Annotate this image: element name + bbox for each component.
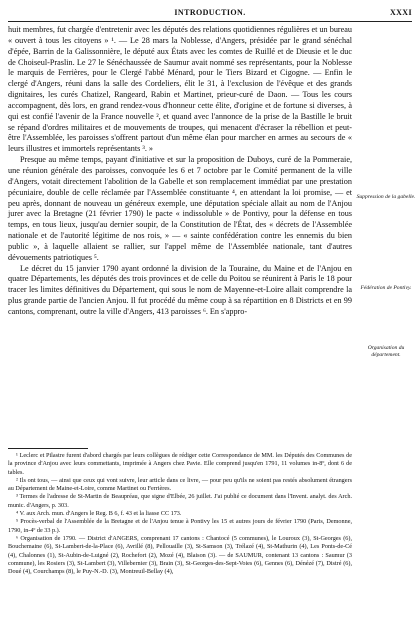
paragraph: huit membres, fut chargée d'entretenir avec les députés des relations quotidiennes régulières et un bureau « ouvert à tous les citoyens » ¹. — Le 28 mars la Noblesse, d'Angers, présidée par le grand sénéchal d'épée, Barrin de la Galissonnière, le député aux États avec les comtes de Ruillé et de Dieusie et le duc de Choiseul-Praslin. Le 27 le Sénéchaussée de Saumur avait nommé ses représentants, pour la Noblesse le marquis de Ferrières, pour le Clergé l'abbé Ménard, pour le Tiers Bizard et Cigogne. — Enfin le clergé d'Angers, réuni dans la salle des Cordeliers, élit le 31, à l'exclusion de l'évêque et des grands dignitaires, les curés Chatizel, Rangeard, Rabin et Martinet, prieur-curé de Daon. — Tous les cours accompagnent, dès lors, en grand rendez-vous d'honneur cette élite, d'origine et de fortune si diverses, à qui est confié l'avenir de la France nouvelle ², et quand avec l'annonce de la prise de la Bastille le bruit se répand d'ordres militaires et de mouvements de troupes, qui menacent d'écraser la rébellion et peut-être l'Assemblée, les paroisses s'offrent partout d'un même élan pour marcher en armes au secours de « leurs illustres et immortels représentants ³. »: [8, 25, 352, 154]
running-title: INTRODUCTION.: [174, 8, 246, 17]
footnote: ³ Termes de l'adresse de St-Martin de Beaupréau, que signe d'Elbée, 26 juillet. J'ai publié ce document dans l'Invent. analyt. des Arch. munic. d'Angers, p. 303.: [8, 493, 352, 509]
footnote: ¹ Leclerc et Pilastre furent d'abord chargés par leurs collègues de rédiger cette Correspondance de MM. les Députés des Communes de la province d'Anjou avec leurs commettants, imprimée à Angers chez Pavie. Elle comprend jusqu'en 1791, 11 volumes in-8º, dont 6 de tables.: [8, 452, 352, 476]
footnote: ² Ils ont tous, — ainsi que ceux qui vont suivre, leur article dans ce livre, — pour peu qu'ils ne soient pas restés absolument étrangers au Département de Maine-et-Loire, comme Martinet ou Ferrières.: [8, 476, 352, 493]
paragraph: Le décret du 15 janvier 1790 ayant ordonné la division de la Touraine, du Maine et de l'Anjou en quatre Départements, les députés des trois provinces et de celle du Poitou se réunirent à Paris le 18 pour tracer les limites définitives du Département, qui sous le nom de Mayenne-et-Loire allait comprendre la plus grande partie de l'ancien Anjou. Il fut procédé du même coup à sa répartition en 8 Districts et en 99 cantons, comprenant, outre la ville d'Angers, 413 paroisses ⁶. En s'appro-: [8, 263, 352, 316]
margin-note-pontivy: Fédération de Pontivy.: [360, 285, 412, 291]
page-number: XXXI: [389, 8, 412, 17]
header-rule: [8, 21, 412, 22]
footnote-rule: [8, 448, 88, 449]
margin-note-departement: Organisation du département.: [367, 345, 405, 358]
footnote: ⁶ Organisation de 1790. — District d'ANGERS, comprenant 17 cantons : Chantocé (5 communes), le Louroux (3), St-Georges (6), Bouchemaine (6), St-Lambert-de-la-Place (6), Avrillé (8), Pellouaille (3), St-Samson (3), Trélazé (4), St-Mathurin (4), Les Ponts-de-Cé (4), Chalonnes (1), St-Aubin-de-Luigné (2), Rochefort (2), Mozé (4), Blaison (3). — de SAUMUR, contenant 13 cantons : Saumur (3 commune), les Rosiers (3), St-Lambert (3), Villebernier (3), Brain (3), St-Georges-des-Sept-Voies (6), Gennes (6), Dénézé (7), Distré (6), Doué (4), Courchamps (8), le Puy-N.-D. (3), Montreuil-Bellay (4),: [8, 534, 352, 576]
margin-note-gabelle: Suppression de la gabelle.: [356, 194, 416, 200]
main-text: [8, 25, 352, 318]
footnote: ⁴ V. aux Arch. mun. d'Angers le Reg. B 6, f. 43 et la liasse CC 173.: [16, 510, 182, 518]
footnotes: [8, 452, 352, 576]
footnote: ⁵ Procès-verbal de l'Assemblée de la Bretagne et de l'Anjou tenue à Pontivy les 15 et autres jours de février 1790 (Paris, Demonne, 1790, in-4º de 33 p.).: [8, 518, 352, 534]
paragraph: Presque au même temps, payant d'initiative et sur la proposition de Duboys, curé de la Pommeraie, une réunion générale des paroisses, convoquée les 6 et 7 octobre par le Comité permanent de la ville d'Angers, votait directement l'abolition de la Gabelle et son remplacement immédiat par une prestation pécuniaire, double de celle réclamée par l'Assemblée constituante ⁴, en attendant la loi promise, — et peu après, donnant de nouveau un généreux exemple, une députation spéciale allait au nom de l'Anjou jurer avec la Bretagne (21 février 1790) le pacte « indissoluble » de Pontivy, pour la défense en tous temps, en tous lieux, jusqu'au dernier soupir, de la Constitution de l'État, des « décrets de l'Assemblée nationale et de l'autorité légitime de nos rois, » — « sainte confédération contre les ennemis du bien public », à laquelle allaient se rallier, sur l'appel même de l'Assemblée nationale, tant d'autres dévouements patriotiques ⁵.: [8, 155, 352, 262]
page-header: [8, 7, 412, 19]
